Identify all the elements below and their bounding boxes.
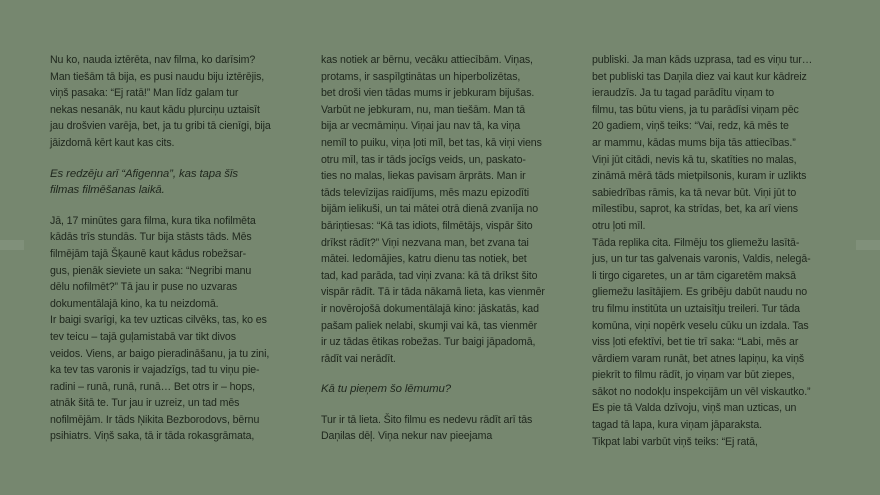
text-line: li tirgo cigaretes, un ar tām cigaretēm maksā (592, 269, 796, 282)
text-line: zināmā mērā tāds mietpilsonis, kuram ir uzlikts (592, 170, 807, 183)
text-line: bet droši vien tādas mums ir jebkuram bijušas. (321, 87, 535, 100)
text-line: komūna, viņi nopērk veselu cūku un izdala. Tas (592, 319, 809, 332)
text-line: mīlestību, saprot, ka strīdas, bet, ka arī viens (592, 203, 798, 216)
interview-question (50, 166, 300, 199)
text-line: mātei. Iedomājies, katru dienu tas notiek, bet (321, 253, 527, 266)
text-line: atnāk šitā te. Tur jau ir uzreiz, un tad mēs (50, 397, 240, 410)
text-line: vispār rādīt. Tā ir tāda nākamā lieta, kas vienmēr (321, 286, 545, 299)
text-column-2 (321, 52, 571, 445)
text-line: gus, pienāk sieviete un saka: “Negribi manu (50, 264, 252, 277)
text-line: jāizdomā kērt kaut kas cits. (50, 136, 175, 149)
text-line: ir novērojošā dokumentālajā kino: jāskatās, kad (321, 302, 539, 315)
text-line: otru ļoti mīl. (592, 219, 646, 232)
text-line: dokumentālajā kino, ka tu neizdomā. (50, 297, 219, 310)
text-line: bāriņtiesas: “Kā tas idiots, filmētājs, vispār šito (321, 219, 533, 232)
text-line: Tikpat labi varbūt viņš teiks: “Ej ratā, (592, 435, 758, 448)
text-line: sabiedrības rāmis, ka tā nevar būt. Viņi jūt to (592, 186, 797, 199)
text-line: Daņilas dēļ. Viņa nekur nav pieejama (321, 430, 493, 443)
text-column-1 (50, 52, 300, 445)
text-line: tāds televīzijas raidījums, mēs mazu epizodīti (321, 186, 529, 199)
question-line: Es redzēju arī “Afigenna”, kas tapa šīs (50, 167, 238, 180)
text-line: nemīl to puiku, viņa ļoti mīl, bet tas, kā viņi viens (321, 136, 542, 149)
next-page-tab[interactable] (856, 240, 880, 250)
text-line: Varbūt ne jebkuram, nu, man tiešām. Man tā (321, 103, 526, 116)
text-line: Man tiešām tā bija, es pusi naudu biju iztērējis, (50, 70, 265, 83)
text-line: jus, un tur tas galvenais varonis, Valdis, nelegā- (592, 253, 811, 266)
paragraph (50, 213, 300, 445)
text-line: Jā, 17 minūtes gara filma, kura tika nofilmēta (50, 214, 256, 227)
text-line: protams, ir saspīlgtinātas un hiperbolizētas, (321, 70, 521, 83)
text-line: ar mammu, kādas mums bija tās attiecības.” (592, 136, 796, 149)
interview-question (321, 381, 571, 398)
text-line: drīkst rādīt?” Viņi nezvana man, bet zvana tai (321, 236, 529, 249)
text-line: tev teicu – tajā guļamistabā var tikt divos (50, 330, 236, 343)
paragraph (321, 52, 571, 367)
text-line: kādās trīs stundās. Tur bija stāsts tāds. Mēs (50, 231, 252, 244)
paragraph (592, 52, 842, 450)
text-line: piekrīt to filmu rādīt, jo viņam var būt ziepes, (592, 369, 795, 382)
text-line: ka tev tas varonis ir vajadzīgs, tad tu viņu pie- (50, 364, 260, 377)
text-line: rādīt vai nerādīt. (321, 352, 396, 365)
text-line: dēlu nofilmēt?” Tā jau ir puse no uzvaras (50, 281, 238, 294)
text-line: sākot no nodokļu inspekcijām un vēl viskautko.” (592, 385, 811, 398)
text-line: Tur ir tā lieta. Šito filmu es nedevu rādīt arī tās (321, 413, 533, 426)
text-line: jau drošvien varēja, bet, ja tu gribi tā cienīgi, bija (50, 120, 271, 133)
text-line: Es pie tā Valda dzīvoju, viņš man uzticas, un (592, 402, 797, 415)
question-line: Kā tu pieņem šo lēmumu? (321, 383, 452, 396)
text-line: tad, kad parāda, tad viņi zvana: kā tā drīkst šito (321, 269, 538, 282)
text-line: ir uz tādas ētikas robežas. Tur baigi jāpadomā, (321, 336, 536, 349)
text-line: veidos. Viens, ar baigo pieradināšanu, ja tu zini, (50, 347, 270, 360)
previous-page-tab[interactable] (0, 240, 24, 250)
paragraph (50, 52, 300, 152)
text-line: Nu ko, nauda iztērēta, nav filma, ko darīsim? (50, 54, 256, 66)
text-line: bija ar vecmāmiņu. Viņai jau nav tā, ka viņa (321, 120, 521, 133)
question-line: filmas filmēšanas laikā. (50, 184, 165, 197)
text-line: Tāda replika cita. Filmēju tos gliemežu lasītā- (592, 236, 800, 249)
text-line: nofilmējām. Ir tāds Ņikita Bezborodovs, bērnu (50, 413, 260, 426)
text-line: bijām ielikuši, un tai mātei otrā dienā zvanīja no (321, 203, 538, 216)
text-line: Ir baigi svarīgi, ka tev uzticas cilvēks, tas, ko es (50, 314, 267, 327)
text-line: vārdiem varam runāt, bet atnes lapiņu, ka viņš (592, 352, 805, 365)
text-line: filmu, tas būtu viens, ja tu parādīsi viņam pēc (592, 103, 799, 116)
paragraph (321, 412, 571, 445)
text-line: viņš pasaka: “Ej ratā!” Man līdz galam tur (50, 87, 239, 100)
text-column-3 (592, 52, 842, 450)
text-line: ieraudzīs. Ja tu tagad parādītu viņam to (592, 87, 775, 100)
text-line: 20 gadiem, viņš teiks: “Vai, redz, kā mēs te (592, 120, 789, 133)
text-line: kas notiek ar bērnu, vecāku attiecībām. Viņas, (321, 54, 533, 66)
text-line: gliemežu lasītājiem. Es gribēju dabūt naudu no (592, 286, 808, 299)
text-line: viss ļoti efektīvi, bet tie trī saka: “Labi, mēs ar (592, 336, 799, 349)
text-line: tru filmu institūta un uztaisītju treileri. Tur tāda (592, 302, 800, 315)
text-line: filmējām tajā Šķaunē kaut kādus robežsar- (50, 247, 247, 260)
text-line: publiski. Ja man kāds uzprasa, tad es viņu tur… (592, 54, 813, 66)
text-line: pašam paliek nelabi, skumji vai kā, tas vienmēr (321, 319, 538, 332)
text-line: Viņi jūt citādi, nevis kā tu, skatīties no malas, (592, 153, 797, 166)
text-line: tagad tā lapa, kura viņam jāparaksta. (592, 419, 763, 432)
text-line: psihiatrs. Viņš saka, tā ir tāda rokasgrāmata, (50, 430, 255, 443)
text-line: ties no malas, liekas pavisam ārprāts. Man ir (321, 170, 526, 183)
text-line: radini – runā, runā, runā… Bet otrs ir – hops, (50, 380, 256, 393)
text-line: bet publiski tas Daņila diez vai kaut kur kādreiz (592, 70, 807, 83)
text-line: nekas nesanāk, nu kaut kādu pļurciņu uztaisīt (50, 103, 260, 116)
text-line: otru mīl, tas ir tāds jocīgs veids, un, paskato- (321, 153, 526, 166)
